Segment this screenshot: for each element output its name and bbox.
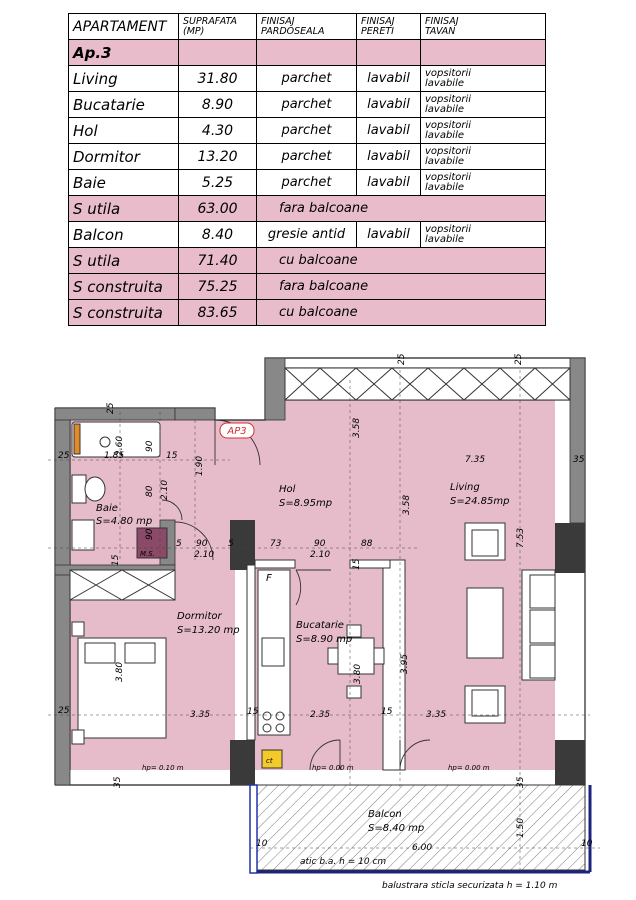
dim-label: 3.80 xyxy=(353,663,363,684)
dim-label: 7.53 xyxy=(516,527,526,548)
total-name: S construita xyxy=(69,300,179,326)
hp-dormitor: hp= 0.10 m xyxy=(142,764,184,772)
total-area: 83.65 xyxy=(179,300,257,326)
dim-label: 2.10 xyxy=(194,550,215,560)
room-name: Bucatarie xyxy=(69,92,179,118)
ct-label: ct xyxy=(266,757,273,765)
ap-label: Ap.3 xyxy=(69,40,179,66)
header-suprafata: SUPRAFATA (MP) xyxy=(179,14,257,40)
table-row xyxy=(69,170,546,196)
svg-text:AP3: AP3 xyxy=(227,426,247,437)
dim-label: 10 xyxy=(581,839,593,849)
room-area-hol: S=8.95mp xyxy=(279,498,333,509)
dim-label: 3.58 xyxy=(352,417,362,438)
dim-label: 2.35 xyxy=(310,710,331,720)
total-name: S utila xyxy=(69,248,179,274)
kitchen-sink-icon xyxy=(262,638,284,666)
dim-label: 1.90 xyxy=(195,455,205,476)
table-row xyxy=(69,118,546,144)
table-row xyxy=(69,92,546,118)
dim-label: 3.35 xyxy=(190,710,211,720)
dim-label: 3.58 xyxy=(402,494,412,515)
total-area: 71.40 xyxy=(179,248,257,274)
header-apartament: APARTAMENT xyxy=(69,14,179,40)
room-walls: lavabil xyxy=(357,170,421,196)
total-note: fara balcoane xyxy=(257,196,546,222)
room-floor: parchet xyxy=(257,170,357,196)
room-area-balcon: S=8.40 mp xyxy=(368,823,425,834)
room-floor: parchet xyxy=(257,92,357,118)
dim-label: 3.95 xyxy=(400,653,410,674)
dim-label: 5 xyxy=(228,539,234,549)
table-row-s-utila xyxy=(69,196,546,222)
dim-label: 6.00 xyxy=(412,843,433,853)
hp-bucatarie: hp= 0.00 m xyxy=(312,764,354,772)
room-name: Dormitor xyxy=(69,144,179,170)
dim-label: 2.10 xyxy=(160,479,170,500)
floor-plan xyxy=(0,340,636,900)
room-label-bucatarie: Bucatarie xyxy=(296,620,344,631)
room-name: Baie xyxy=(69,170,179,196)
room-walls: lavabil xyxy=(357,92,421,118)
room-ceiling: vopsitorii lavabile xyxy=(421,92,546,118)
dim-label: 35 xyxy=(516,776,526,788)
room-area: 4.30 xyxy=(179,118,257,144)
table-row-total xyxy=(69,274,546,300)
room-label-hol: Hol xyxy=(279,484,296,495)
fridge-label: F xyxy=(266,573,272,584)
room-floor: parchet xyxy=(257,144,357,170)
dim-label: 1.85 xyxy=(104,451,125,461)
total-name: S construita xyxy=(69,274,179,300)
room-floor: gresie antid xyxy=(257,222,357,248)
table-header-row xyxy=(69,14,546,40)
header-pereti: FINISAJ PERETI xyxy=(357,14,421,40)
dim-label: 90 xyxy=(196,539,208,549)
dim-label: 90 xyxy=(145,528,155,540)
room-ceiling: vopsitorii lavabile xyxy=(421,144,546,170)
table-row-total xyxy=(69,300,546,326)
dim-label: 80 xyxy=(145,485,155,497)
room-ceiling: vopsitorii lavabile xyxy=(421,170,546,196)
room-area: 8.90 xyxy=(179,92,257,118)
room-area: 13.20 xyxy=(179,144,257,170)
ap3-tag xyxy=(220,423,254,438)
sink-icon xyxy=(72,520,94,550)
dim-label: 15 xyxy=(381,707,393,717)
dim-label: 5 xyxy=(176,539,182,549)
bed-icon xyxy=(72,622,166,744)
room-walls: lavabil xyxy=(357,222,421,248)
finishes-table xyxy=(68,13,546,326)
room-area: 5.25 xyxy=(179,170,257,196)
room-area-living: S=24.85mp xyxy=(450,496,510,507)
dim-label: 90 xyxy=(145,440,155,452)
dim-label: 88 xyxy=(361,539,373,549)
total-name: S utila xyxy=(69,196,179,222)
dim-label: 15 xyxy=(166,451,178,461)
total-note: cu balcoane xyxy=(257,300,546,326)
room-name: Living xyxy=(69,66,179,92)
dim-label: 25 xyxy=(397,353,407,365)
room-walls: lavabil xyxy=(357,144,421,170)
room-floor: parchet xyxy=(257,66,357,92)
dim-label: 35 xyxy=(113,776,123,788)
room-area: 31.80 xyxy=(179,66,257,92)
room-walls: lavabil xyxy=(357,66,421,92)
total-area: 63.00 xyxy=(179,196,257,222)
dim-label: 35 xyxy=(573,455,585,465)
room-area: 8.40 xyxy=(179,222,257,248)
header-pardoseala: FINISAJ PARDOSEALA xyxy=(257,14,357,40)
dim-label: 15 xyxy=(247,707,259,717)
dim-label: 90 xyxy=(314,539,326,549)
room-name: Hol xyxy=(69,118,179,144)
dim-label: 25 xyxy=(58,706,70,716)
room-area-bucatarie: S=8.90 mp xyxy=(296,634,353,645)
atic-label: atic b.a. h = 10 cm xyxy=(300,857,387,867)
dim-label: 3.35 xyxy=(426,710,447,720)
dim-label: 7.35 xyxy=(465,455,486,465)
room-label-living: Living xyxy=(450,482,480,493)
dim-label: 2.60 xyxy=(115,435,125,456)
room-walls: lavabil xyxy=(357,118,421,144)
table-row-ap xyxy=(69,40,546,66)
dim-label: 25 xyxy=(58,451,70,461)
dim-label: 1.50 xyxy=(516,817,526,838)
total-note: cu balcoane xyxy=(257,248,546,274)
room-name: Balcon xyxy=(69,222,179,248)
ms-label: M.S. xyxy=(140,550,155,558)
room-label-baie: Baie xyxy=(96,503,118,514)
header-tavan: FINISAJ TAVAN xyxy=(421,14,546,40)
table-row-total xyxy=(69,248,546,274)
table-row xyxy=(69,66,546,92)
dim-label: 3.80 xyxy=(115,661,125,682)
room-ceiling: vopsitorii lavabile xyxy=(421,118,546,144)
dim-label: 73 xyxy=(270,539,282,549)
room-floor: parchet xyxy=(257,118,357,144)
dim-label: 15 xyxy=(352,558,362,570)
room-ceiling: vopsitorii lavabile xyxy=(421,222,546,248)
room-ceiling: vopsitorii lavabile xyxy=(421,66,546,92)
dim-label: 15 xyxy=(111,554,121,566)
room-area-dormitor: S=13.20 mp xyxy=(177,625,240,636)
table-row xyxy=(69,144,546,170)
dim-label: 10 xyxy=(256,839,268,849)
hp-living: hp= 0.00 m xyxy=(448,764,490,772)
dim-label: 25 xyxy=(106,402,116,414)
toilet-icon xyxy=(85,477,105,501)
total-note: fara balcoane xyxy=(257,274,546,300)
total-area: 75.25 xyxy=(179,274,257,300)
dim-label: 25 xyxy=(514,353,524,365)
room-label-dormitor: Dormitor xyxy=(177,611,222,622)
room-area-baie: S=4.80 mp xyxy=(96,516,153,527)
table-row-balcon xyxy=(69,222,546,248)
balustrada-label: balustrara sticla securizata h = 1.10 m xyxy=(382,881,558,891)
room-label-balcon: Balcon xyxy=(368,809,402,820)
dim-label: 2.10 xyxy=(310,550,331,560)
